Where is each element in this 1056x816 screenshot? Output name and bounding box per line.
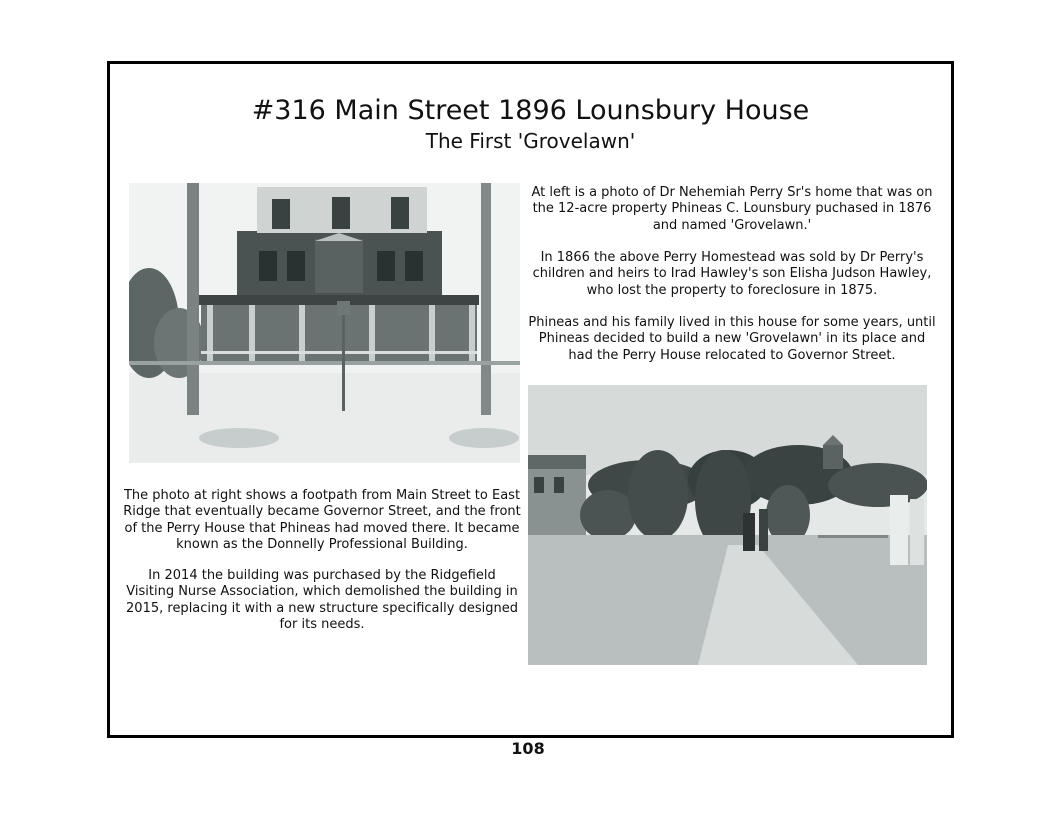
perry-house-photo bbox=[129, 183, 520, 463]
page-subtitle: The First 'Grovelawn' bbox=[425, 129, 636, 153]
paragraph-footpath: The photo at right shows a footpath from Main Street to East Ridge that eventually became Governor Street, and the front of the Perry House that Phineas had moved there. It became known as the Donnelly Professional Building. bbox=[123, 488, 521, 553]
paragraph-2014-purchase: In 2014 the building was purchased by the Ridgefield Visiting Nurse Association, which demolished the building in 2015, replacing it with a new structure specifically designed for its needs. bbox=[126, 568, 518, 633]
page-frame bbox=[107, 61, 954, 738]
page-title: #316 Main Street 1896 Lounsbury House bbox=[251, 95, 810, 126]
paragraph-phineas-family: Phineas and his family lived in this house for some years, until Phineas decided to build a new 'Grovelawn' in its place and had the Perry House relocated to Governor Street. bbox=[528, 315, 936, 363]
page-number: 108 bbox=[511, 739, 545, 758]
paragraph-1866-sale: In 1866 the above Perry Homestead was sold by Dr Perry's children and heirs to Irad Hawley's son Elisha Judson Hawley, who lost the property to foreclosure in 1875. bbox=[532, 250, 932, 298]
footpath-photo bbox=[528, 385, 927, 665]
paragraph-perry-home: At left is a photo of Dr Nehemiah Perry Sr's home that was on the 12-acre property Phineas C. Lounsbury puchased in 1876 and named 'Grovelawn.' bbox=[531, 185, 933, 233]
